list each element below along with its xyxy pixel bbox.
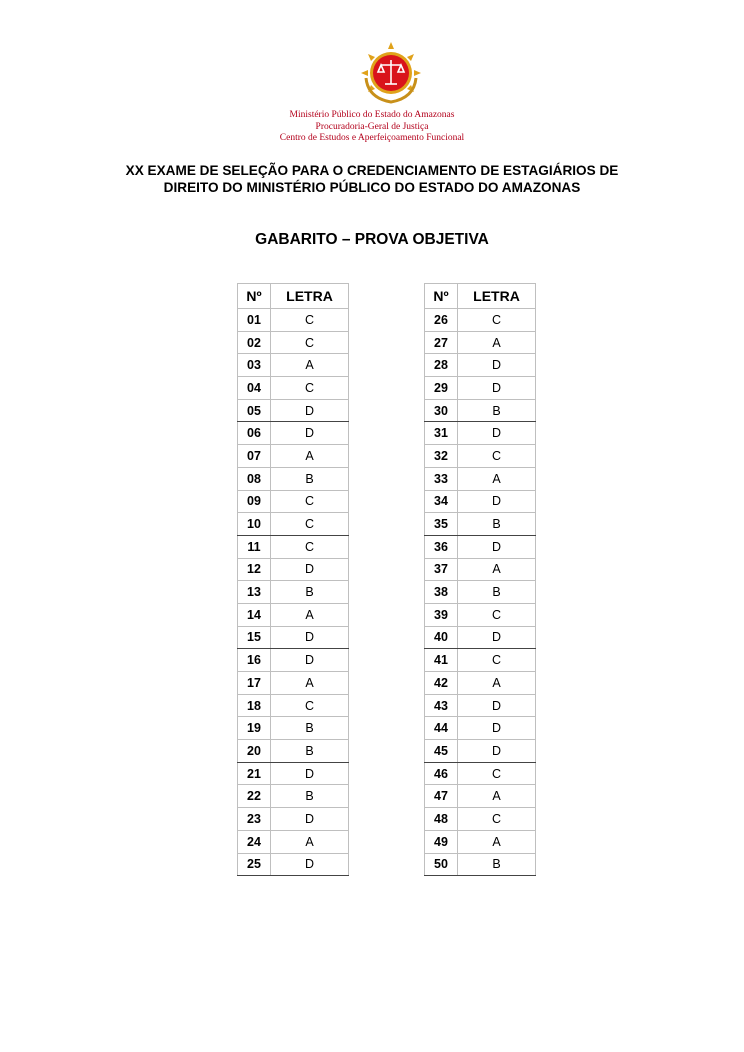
answer-letter: B [458, 581, 536, 604]
table-row [238, 808, 349, 831]
table-row [238, 309, 349, 332]
table-row [425, 830, 536, 853]
table-row [425, 399, 536, 422]
table-row [238, 762, 349, 785]
answer-letter: C [271, 331, 349, 354]
table-row [425, 740, 536, 763]
answer-letter: A [271, 830, 349, 853]
question-number: 27 [425, 331, 458, 354]
question-number: 12 [238, 558, 271, 581]
institution-department: Procuradoria-Geral de Justiça [315, 121, 429, 132]
page-heading: GABARITO – PROVA OBJETIVA [255, 231, 489, 248]
question-number: 47 [425, 785, 458, 808]
question-number: 48 [425, 808, 458, 831]
answer-letter: C [458, 309, 536, 332]
column-header-number: Nº [238, 284, 271, 309]
exam-title [0, 162, 744, 196]
answer-letter: C [271, 490, 349, 513]
table-row [238, 558, 349, 581]
answer-letter: D [271, 762, 349, 785]
question-number: 38 [425, 581, 458, 604]
table-row [238, 740, 349, 763]
answer-letter: D [271, 626, 349, 649]
answer-letter: B [271, 581, 349, 604]
question-number: 36 [425, 535, 458, 558]
question-number: 03 [238, 354, 271, 377]
question-number: 41 [425, 649, 458, 672]
table-row [425, 853, 536, 876]
question-number: 15 [238, 626, 271, 649]
question-number: 37 [425, 558, 458, 581]
question-number: 01 [238, 309, 271, 332]
table-row [425, 808, 536, 831]
question-number: 05 [238, 399, 271, 422]
column-header-number: Nº [425, 284, 458, 309]
answer-letter: D [458, 740, 536, 763]
question-number: 43 [425, 694, 458, 717]
answer-letter: B [458, 513, 536, 536]
question-number: 16 [238, 649, 271, 672]
answer-letter: C [458, 445, 536, 468]
answer-letter: D [271, 649, 349, 672]
table-row [425, 513, 536, 536]
table-row [238, 535, 349, 558]
answer-letter: D [271, 808, 349, 831]
answer-letter: B [271, 467, 349, 490]
answer-letter: A [458, 467, 536, 490]
table-row [238, 513, 349, 536]
question-number: 29 [425, 377, 458, 400]
table-row [238, 377, 349, 400]
table-row [238, 422, 349, 445]
question-number: 45 [425, 740, 458, 763]
answer-letter: D [271, 853, 349, 876]
institution-center: Centro de Estudos e Aperfeiçoamento Funcional [279, 133, 465, 143]
question-number: 28 [425, 354, 458, 377]
answer-letter: A [458, 558, 536, 581]
question-number: 13 [238, 581, 271, 604]
question-number: 32 [425, 445, 458, 468]
question-number: 35 [425, 513, 458, 536]
answer-table-left [237, 283, 349, 876]
table-row [238, 830, 349, 853]
table-row [425, 694, 536, 717]
question-number: 11 [238, 535, 271, 558]
answer-letter: D [458, 354, 536, 377]
institution-header [0, 110, 744, 145]
answer-letter: D [271, 558, 349, 581]
question-number: 21 [238, 762, 271, 785]
table-row [425, 672, 536, 695]
question-number: 07 [238, 445, 271, 468]
table-row [425, 309, 536, 332]
answer-letter: A [271, 603, 349, 626]
answer-letter: B [271, 717, 349, 740]
answer-letter: D [458, 626, 536, 649]
answer-letter: C [458, 808, 536, 831]
answer-letter: A [458, 785, 536, 808]
table-row [425, 445, 536, 468]
question-number: 08 [238, 467, 271, 490]
answer-letter: C [271, 377, 349, 400]
table-row [425, 467, 536, 490]
question-number: 02 [238, 331, 271, 354]
question-number: 24 [238, 830, 271, 853]
table-row [238, 626, 349, 649]
answer-table-right [424, 283, 536, 876]
question-number: 04 [238, 377, 271, 400]
answer-letter: D [271, 422, 349, 445]
question-number: 23 [238, 808, 271, 831]
question-number: 46 [425, 762, 458, 785]
answer-letter: A [271, 354, 349, 377]
answer-letter: C [458, 762, 536, 785]
answer-letter: D [271, 399, 349, 422]
answer-letter: C [271, 535, 349, 558]
table-row [238, 581, 349, 604]
answer-letter: A [458, 672, 536, 695]
table-row [425, 603, 536, 626]
table-row [238, 331, 349, 354]
table-row [238, 445, 349, 468]
table-row [238, 354, 349, 377]
institution-name: Ministério Público do Estado do Amazonas [289, 110, 455, 120]
question-number: 34 [425, 490, 458, 513]
mp-am-seal-logo-icon [358, 40, 424, 106]
table-row [238, 649, 349, 672]
answer-letter: C [458, 603, 536, 626]
question-number: 42 [425, 672, 458, 695]
question-number: 09 [238, 490, 271, 513]
question-number: 06 [238, 422, 271, 445]
table-row [425, 762, 536, 785]
answer-letter: A [271, 672, 349, 695]
exam-title-line-1: XX EXAME DE SELEÇÃO PARA O CREDENCIAMENTO DE ESTAGIÁRIOS DE [125, 163, 619, 178]
table-row [238, 694, 349, 717]
question-number: 17 [238, 672, 271, 695]
answer-letter: C [271, 309, 349, 332]
table-row [425, 535, 536, 558]
answer-letter: D [458, 717, 536, 740]
answer-letter: B [458, 853, 536, 876]
answer-letter: A [458, 830, 536, 853]
question-number: 39 [425, 603, 458, 626]
question-number: 19 [238, 717, 271, 740]
table-row [238, 672, 349, 695]
table-row [425, 785, 536, 808]
table-row [238, 467, 349, 490]
table-row [238, 490, 349, 513]
question-number: 25 [238, 853, 271, 876]
answer-letter: B [271, 785, 349, 808]
question-number: 40 [425, 626, 458, 649]
question-number: 49 [425, 830, 458, 853]
answer-letter: C [271, 513, 349, 536]
answer-letter: D [458, 535, 536, 558]
table-row [425, 377, 536, 400]
question-number: 50 [425, 853, 458, 876]
table-row [425, 354, 536, 377]
answer-letter: B [458, 399, 536, 422]
table-row [238, 717, 349, 740]
column-header-letter: LETRA [271, 284, 349, 309]
table-row [238, 853, 349, 876]
answer-letter: D [458, 490, 536, 513]
question-number: 18 [238, 694, 271, 717]
table-row [238, 399, 349, 422]
answer-letter: C [271, 694, 349, 717]
question-number: 14 [238, 603, 271, 626]
exam-title-line-2: DIREITO DO MINISTÉRIO PÚBLICO DO ESTADO DO AMAZONAS [163, 180, 581, 195]
table-row [425, 717, 536, 740]
table-row [238, 603, 349, 626]
answer-letter: D [458, 377, 536, 400]
question-number: 20 [238, 740, 271, 763]
answer-letter: B [271, 740, 349, 763]
column-header-letter: LETRA [458, 284, 536, 309]
table-row [425, 581, 536, 604]
answer-letter: A [271, 445, 349, 468]
table-row [425, 422, 536, 445]
answer-letter: C [458, 649, 536, 672]
table-row [425, 331, 536, 354]
answer-letter: A [458, 331, 536, 354]
question-number: 33 [425, 467, 458, 490]
question-number: 44 [425, 717, 458, 740]
question-number: 10 [238, 513, 271, 536]
table-row [425, 626, 536, 649]
question-number: 30 [425, 399, 458, 422]
answer-letter: D [458, 694, 536, 717]
table-row [238, 785, 349, 808]
question-number: 31 [425, 422, 458, 445]
table-row [425, 490, 536, 513]
question-number: 22 [238, 785, 271, 808]
question-number: 26 [425, 309, 458, 332]
table-row [425, 558, 536, 581]
table-row [425, 649, 536, 672]
answer-letter: D [458, 422, 536, 445]
